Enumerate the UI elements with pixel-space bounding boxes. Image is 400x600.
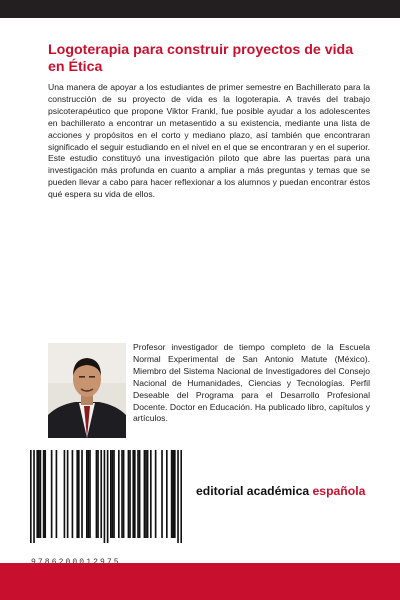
barcode-bar (129, 450, 131, 538)
barcode-bar (155, 450, 157, 538)
barcode-bar (30, 450, 32, 543)
barcode-bar (107, 450, 109, 543)
author-bio: Profesor investigador de tiempo completo de la Escuela Normal Experimental de San Antonio Matute (México). Miembro del Sistema Nacional de Investigadores del Consejo Nacional de Humanidades, Ciencias y Tecnologías. Perfil Deseable del Programa para el Desarrollo Profesional Docente. Doctor en Educación. Ha publicado libro, capítulos y artículos. (133, 342, 370, 424)
barcode-bar (171, 450, 173, 538)
barcode-bar (97, 450, 99, 538)
publisher-name-main: editorial académica (196, 484, 310, 498)
barcode-bar (177, 450, 179, 543)
barcode-bar (121, 450, 123, 538)
barcode-bar (112, 450, 114, 538)
barcode-bar (161, 450, 163, 538)
barcode-bar (64, 450, 66, 538)
barcode-bar (44, 450, 46, 538)
barcode-bar (123, 450, 125, 538)
barcode-bar (150, 450, 152, 538)
barcode-bar (118, 450, 120, 538)
top-dark-band (0, 0, 400, 18)
barcode-bar (174, 450, 176, 538)
barcode-bar (104, 450, 106, 543)
barcode-bar (132, 450, 134, 538)
barcode-bar (134, 450, 136, 538)
barcode-bar (40, 450, 42, 538)
barcode-bar (145, 450, 147, 538)
barcode-bar (96, 450, 98, 538)
barcode-bar (38, 450, 40, 538)
book-description: Una manera de apoyar a los estudiantes de primer semestre en Bachillerato para la construcción de su proyecto de vida es la logoterapia. A través del trabajo psicoterapéutico que propone Viktor Frankl, fue posible ayudar a los adolescentes en bachillerato a encontrar un metasentido a su existencia, mediante una lista de acciones y propósitos en el corto y mediano plazo, así también que encontraran significado el seguir estudiando en el nivel en el que se encontraran y en el superior. Este estudio constituyó una investigación piloto que abre las puertas para una investigación más profunda en cuanto a ampliar a más preguntas y temas que se pueden llevar a cabo para hacer reflexionar a los alumnos y puedan encontrar éstos qué espera su vida de ellos. (48, 82, 370, 200)
barcode-bar (43, 450, 45, 538)
barcode-bar (67, 450, 69, 538)
barcode-bar (33, 450, 35, 543)
barcode-bar (86, 450, 88, 538)
author-photo (48, 343, 126, 438)
barcode-bar (172, 450, 174, 538)
barcode-bar (180, 450, 182, 543)
bottom-red-band (0, 563, 400, 600)
publisher-name (196, 484, 365, 498)
isbn-barcode (30, 450, 182, 543)
barcode-bar (113, 450, 115, 538)
barcode-bar (88, 450, 90, 538)
barcode-bar (81, 450, 83, 538)
publisher-name-accent: española (312, 484, 366, 498)
barcode-bar (51, 450, 53, 538)
barcode-bar (128, 450, 130, 538)
barcode-bar (166, 450, 168, 538)
book-title: Logoterapia para construir proyectos de vida en Ética (48, 42, 354, 75)
barcode-bar (72, 450, 74, 538)
barcode-bar (100, 450, 102, 538)
barcode-bar (89, 450, 91, 538)
barcode-bar (144, 450, 146, 538)
barcode-bar (147, 450, 149, 538)
barcode-bar (56, 450, 58, 538)
barcode-bar (36, 450, 38, 538)
barcode-bar (78, 450, 80, 538)
barcode-bar (139, 450, 141, 538)
barcode-bar (137, 450, 139, 538)
barcode-bar (76, 450, 78, 538)
barcode-bar (110, 450, 112, 538)
